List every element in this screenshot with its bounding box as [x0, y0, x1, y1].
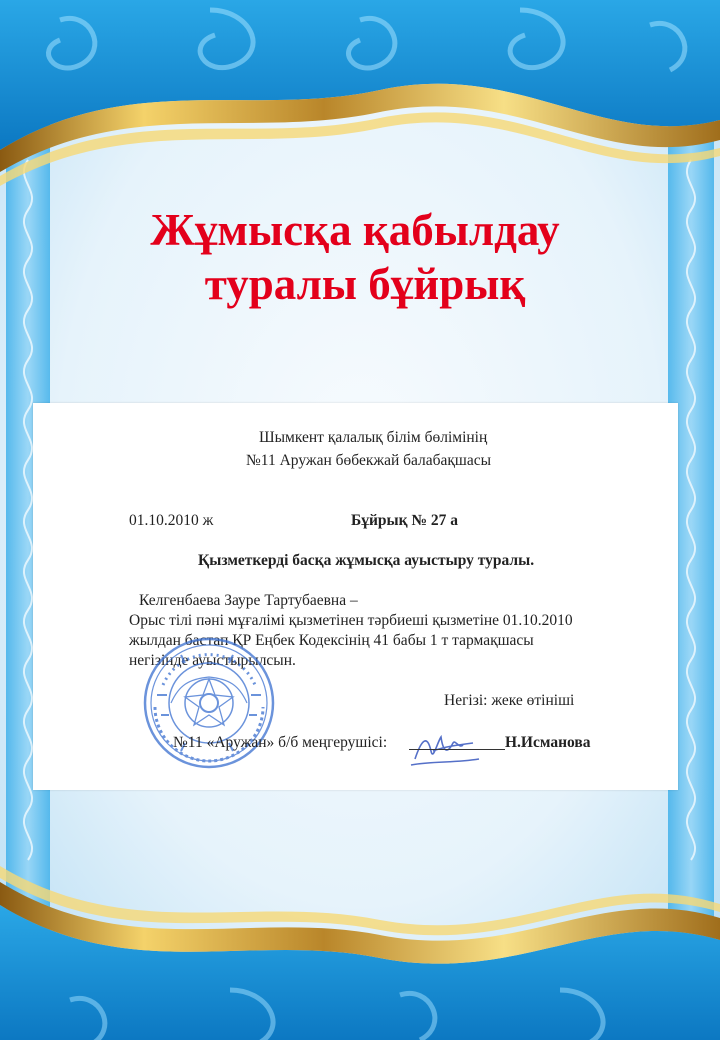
order-subject: Қызметкерді басқа жұмысқа ауыстыру туралы.: [198, 552, 535, 569]
body-line-1: Келгенбаева Зауре Тартубаевна –: [139, 592, 358, 609]
body-line-3: жылдан бастап ҚР Еңбек Кодексінің 41 бабы 1 т тармақшасы: [129, 632, 534, 649]
signature-line: [409, 749, 505, 750]
org-line-2: №11 Аружан бөбекжай балабақшасы: [246, 452, 492, 469]
signatory-title: №11 «Аружан» б/б меңгерушісі:: [173, 734, 388, 751]
signatory-name: Н.Исманова: [505, 734, 591, 751]
heading-line-1: Жұмысқа қабылдау: [150, 205, 560, 255]
body-line-2: Орыс тілі пәні мұғалімі қызметінен тәрбиеші қызметіне 01.10.2010: [129, 612, 573, 629]
order-date: 01.10.2010 ж: [129, 512, 214, 529]
handwritten-signature: [403, 721, 503, 771]
order-basis: Негізі: жеке өтініші: [444, 692, 575, 709]
order-number: Бұйрық № 27 а: [351, 512, 459, 529]
body-line-4: негізінде ауыстырылсын.: [129, 652, 296, 669]
heading-line-2: туралы бұйрық: [204, 259, 526, 309]
org-line-1: Шымкент қалалық білім бөлімінің: [259, 429, 488, 446]
order-document: [33, 403, 678, 790]
